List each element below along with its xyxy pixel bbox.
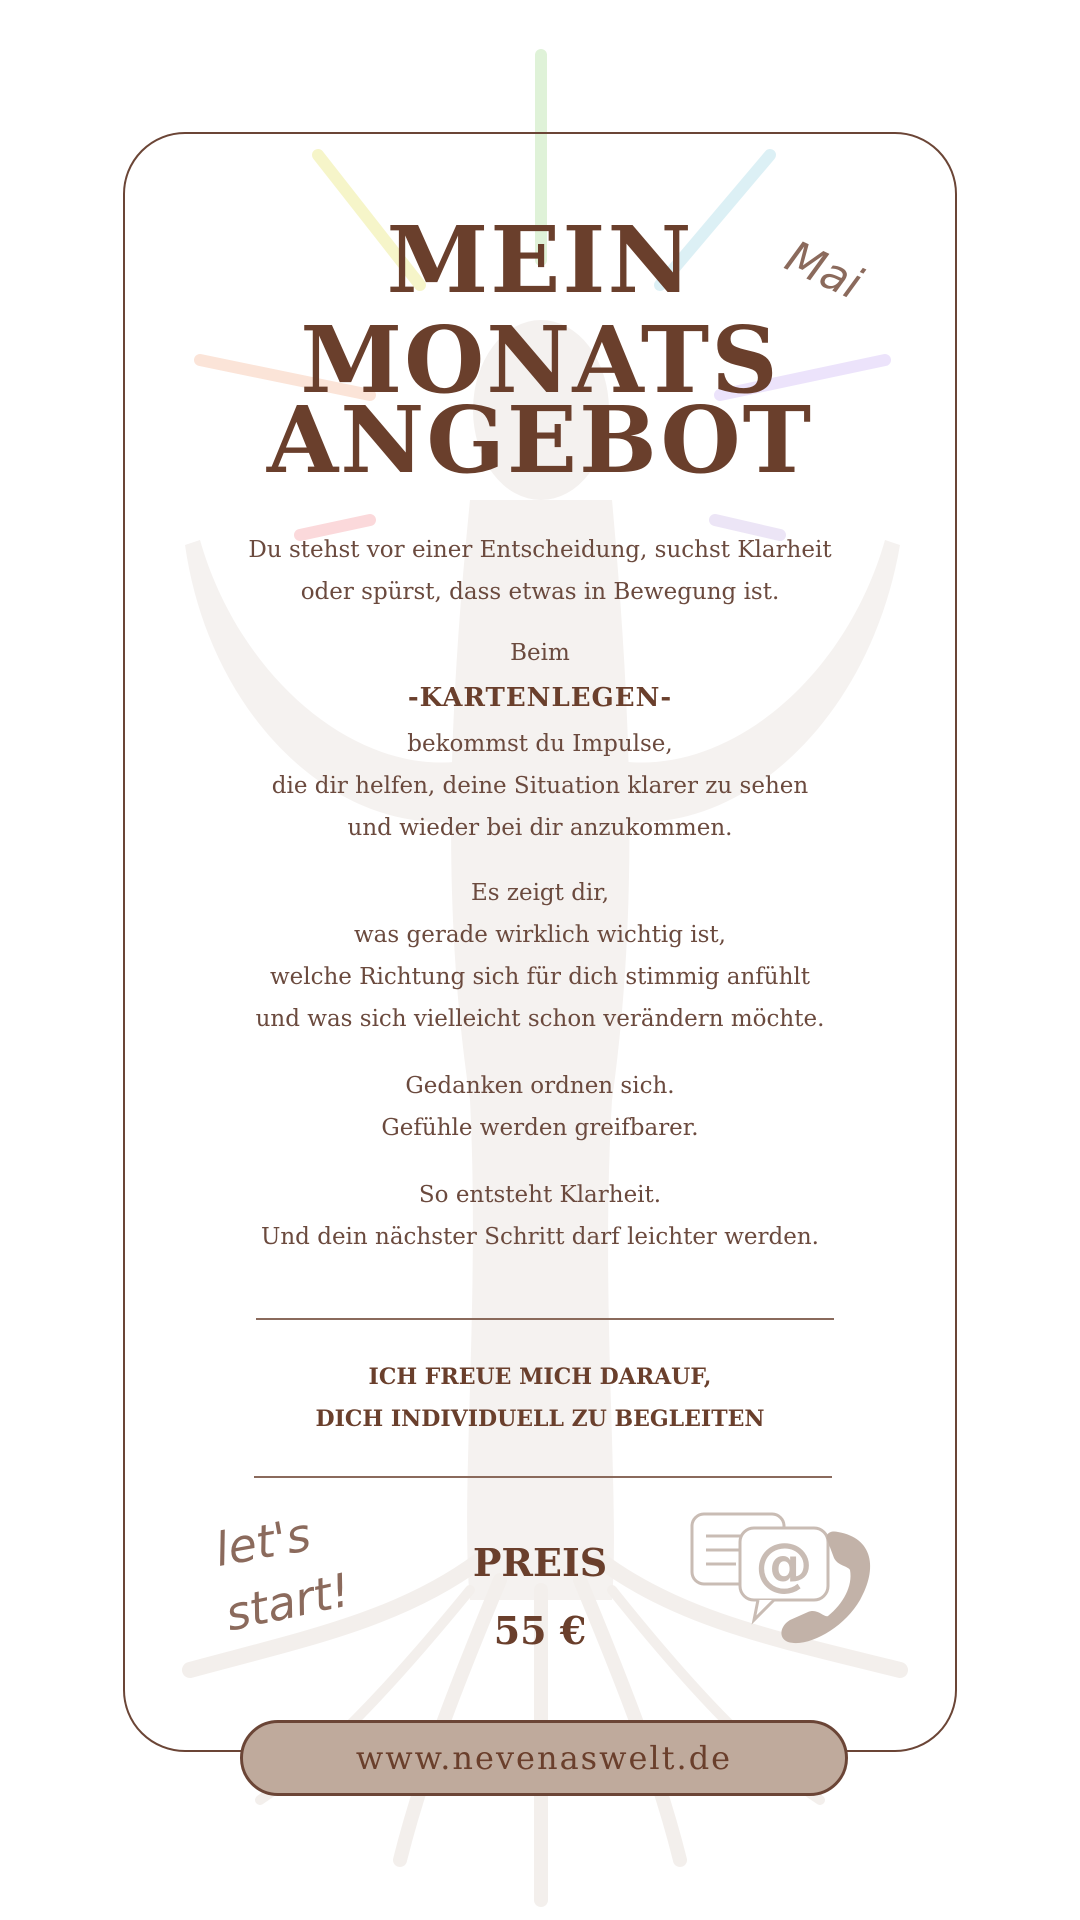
title-line-2: MONATS [300,306,780,414]
title-line-3: ANGEBOT [266,386,814,494]
price-label: PREIS [472,1540,608,1585]
block-4-line: So entsteht Klarheit. [418,1182,662,1208]
svg-text:@: @ [755,1530,813,1598]
block-2-line: was gerade wirklich wichtig ist, [354,922,726,948]
cta-line: ICH FREUE MICH DARAUF, [368,1364,712,1390]
block-2-line: Es zeigt dir, [470,880,610,906]
block-4-line: Und dein nächster Schritt darf leichter werden. [260,1224,819,1250]
block-1-line: und wieder bei dir anzukommen. [347,815,733,841]
intro-text [0,529,1080,613]
block-3-line: Gefühle werden greifbarer. [381,1115,699,1141]
block-4 [0,1174,1080,1258]
block-2-line: welche Richtung sich für dich stimmig anfühlt [269,964,811,990]
website-url-pill[interactable]: www.nevenaswelt.de [240,1720,848,1796]
block-2-line: und was sich vielleicht schon verändern möchte. [255,1006,825,1032]
block-3-line: Gedanken ordnen sich. [405,1073,675,1099]
intro-line: Du stehst vor einer Entscheidung, suchst Klarheit [248,537,832,563]
start-handwritten: start! [220,1562,355,1642]
beim-line: Beim [510,640,570,666]
cta-text [0,1356,1080,1440]
block-1-line: die dir helfen, deine Situation klarer zu sehen [271,773,809,799]
title-line-1: MEIN [386,206,694,314]
cta-line: DICH INDIVIDUELL ZU BEGLEITEN [315,1406,765,1432]
block-2 [0,872,1080,1040]
beim-text [0,632,1080,674]
contact-email-phone-icon [688,1508,884,1652]
divider-bottom [254,1476,832,1478]
block-1 [0,723,1080,849]
price-value: 55 € [493,1608,587,1653]
block-3 [0,1065,1080,1149]
intro-line: oder spürst, dass etwas in Bewegung ist. [300,579,780,605]
block-1-line: bekommst du Impulse, [407,731,673,757]
divider-top [256,1318,834,1320]
kartenlegen-heading: -KARTENLEGEN- [407,683,673,713]
lets-handwritten: let's [211,1507,315,1577]
month-handwritten: Mai [777,231,870,310]
